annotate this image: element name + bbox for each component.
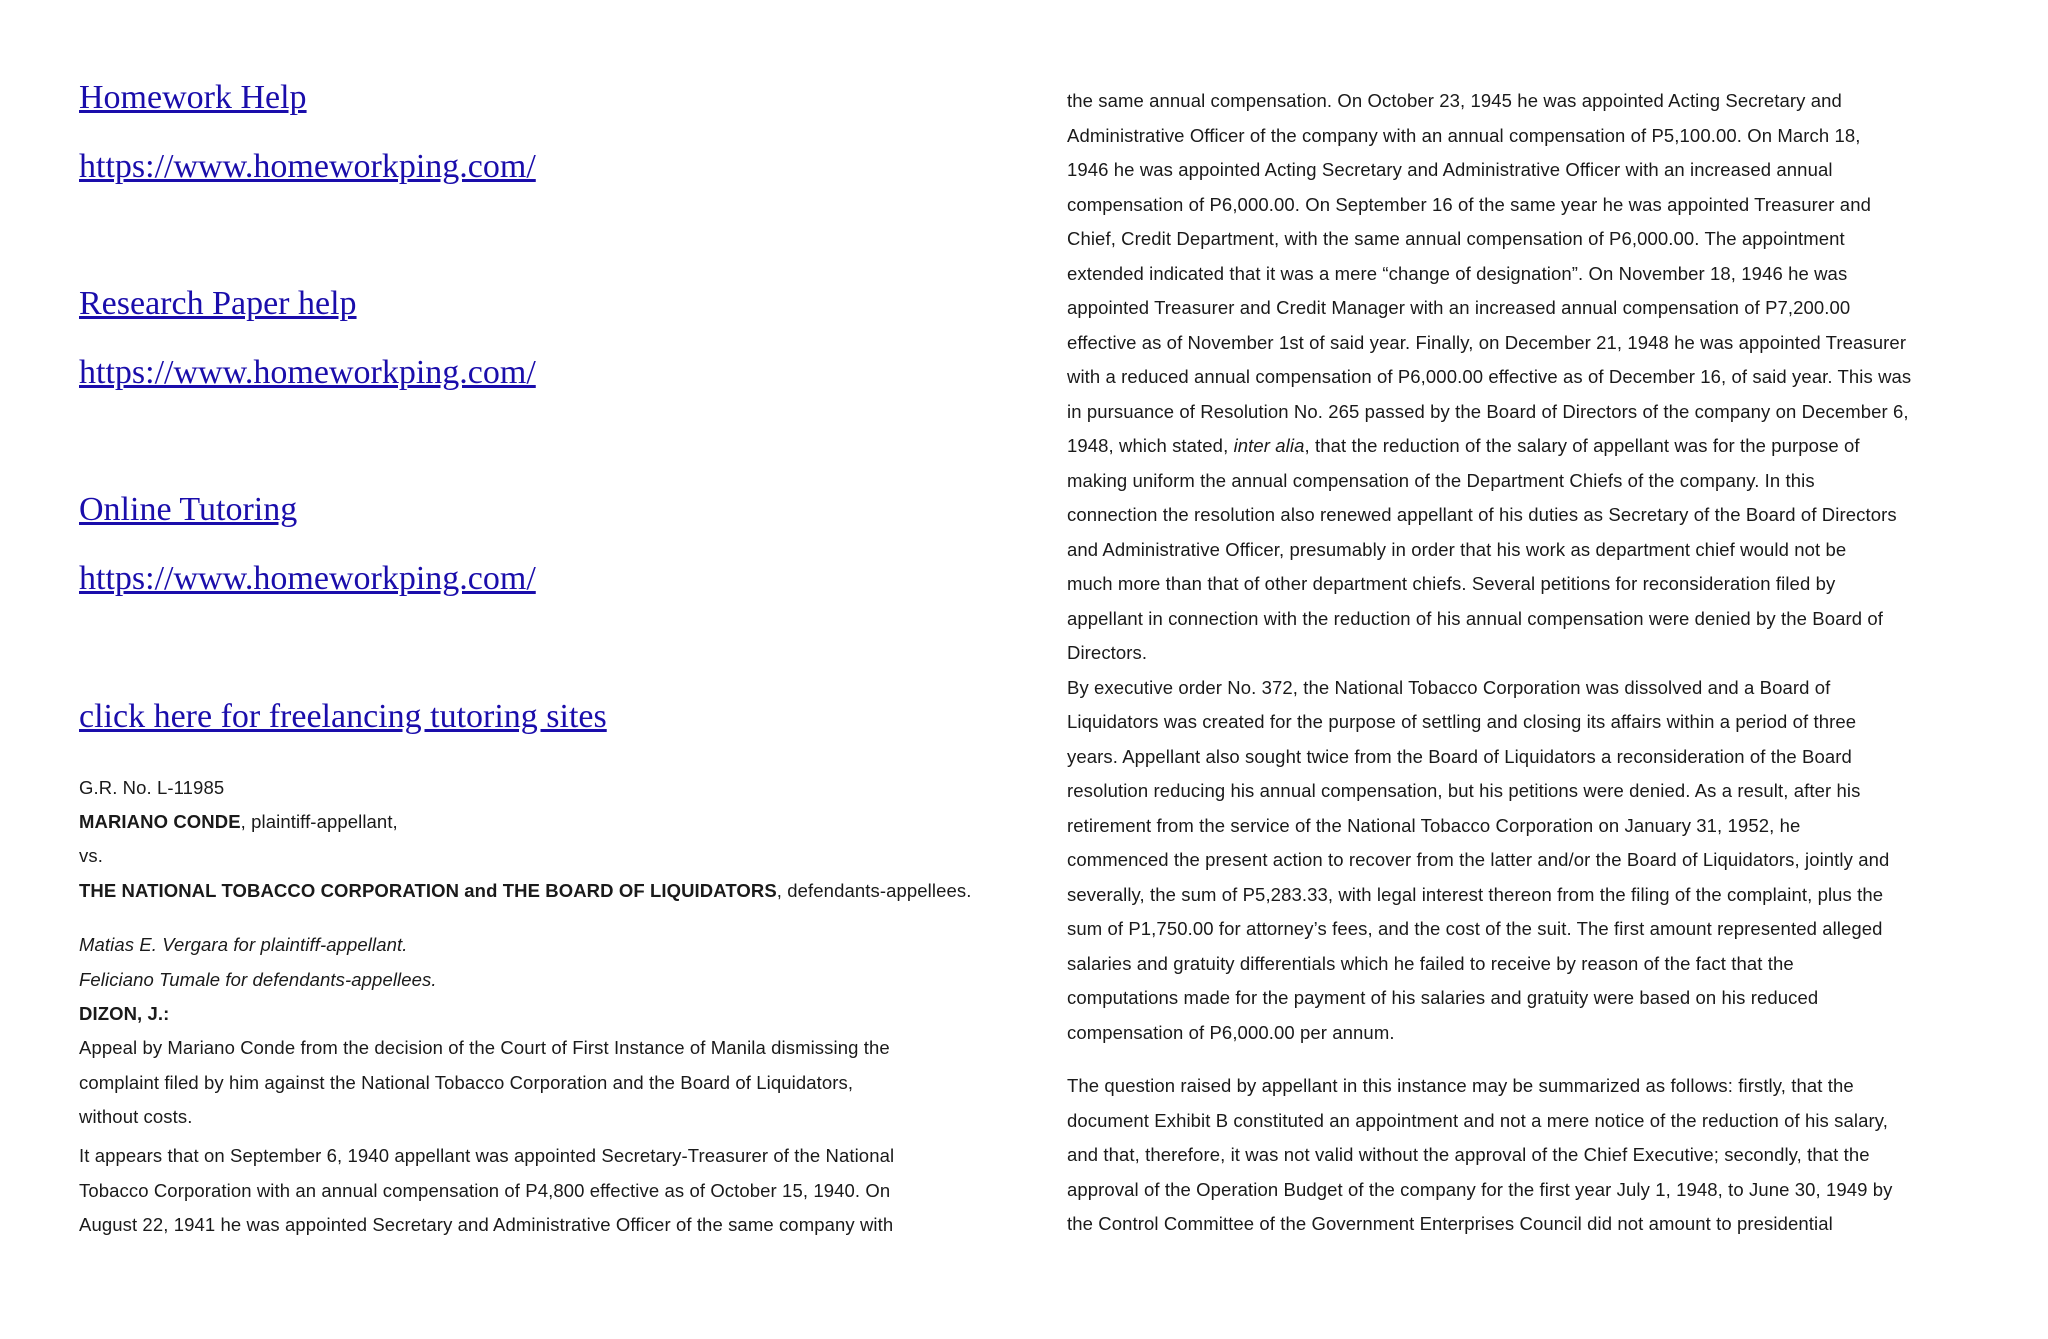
counsel-defendants: Feliciano Tumale for defendants-appellees.: [79, 969, 437, 990]
text-line: without costs.: [79, 1106, 193, 1127]
text-line: appointed Treasurer and Credit Manager with an increased annual compensation of P7,200.00: [1067, 297, 1851, 318]
text-line: effective as of November 1st of said year. Finally, on December 21, 1948 he was appointed Treasurer: [1067, 331, 1907, 353]
text-line: connection the resolution also renewed appellant of his duties as Secretary of the Board of Directors: [1067, 504, 1897, 525]
text-line: retirement from the service of the National Tobacco Corporation on January 31, 1952, he: [1067, 814, 1801, 836]
text-line: and that, therefore, it was not valid without the approval of the Chief Executive; secondly, that the: [1067, 1144, 1870, 1165]
text-line: approval of the Operation Budget of the company for the first year July 1, 1948, to June 30, 1949 by: [1067, 1178, 1893, 1200]
left-paragraph-2: [79, 1139, 894, 1243]
text-line: much more than that of other department chiefs. Several petitions for reconsideration filed by: [1067, 573, 1836, 594]
link-block-homework-help: [79, 78, 536, 187]
defendants-name: THE NATIONAL TOBACCO CORPORATION and THE BOARD OF LIQUIDATORS: [79, 880, 777, 901]
text-line: Tobacco Corporation with an annual compensation of P4,800 effective as of October 15, 1940. On: [79, 1179, 891, 1201]
plaintiff-line: [79, 805, 398, 840]
versus-text: vs.: [79, 845, 103, 866]
link-block-research-paper: [79, 284, 536, 393]
text-line: commenced the present action to recover from the latter and/or the Board of Liquidators, jointly and: [1067, 849, 1890, 870]
freelancing-tutoring-link[interactable]: click here for freelancing tutoring sites: [79, 698, 607, 735]
text-line: Chief, Credit Department, with the same annual compensation of P6,000.00. The appointment: [1067, 228, 1845, 249]
text-line: the Control Committee of the Government Enterprises Council did not amount to presidential: [1067, 1213, 1833, 1234]
text-line: extended indicated that it was a mere “change of designation”. On November 18, 1946 he was: [1067, 262, 1848, 284]
text-line: Administrative Officer of the company with an annual compensation of P5,100.00. On March 18,: [1067, 124, 1861, 146]
homework-help-url-link[interactable]: https://www.homeworkping.com/: [79, 148, 536, 185]
text-line: complaint filed by him against the National Tobacco Corporation and the Board of Liquidators,: [79, 1071, 854, 1093]
text-line: severally, the sum of P5,283.33, with legal interest thereon from the filing of the complaint, plus the: [1067, 883, 1884, 905]
text-line-inter-alia: [1067, 429, 2007, 464]
plaintiff-name: MARIANO CONDE: [79, 811, 241, 832]
plaintiff-role: , plaintiff-appellant,: [240, 811, 398, 832]
text-line: salaries and gratuity differentials which he failed to receive by reason of the fact that the: [1067, 952, 1794, 974]
link-block-online-tutoring: [79, 490, 536, 599]
defendants-role: , defendants-appellees.: [776, 880, 972, 901]
text-line: computations made for the payment of his salaries and gratuity were based on his reduced: [1067, 987, 1819, 1008]
left-paragraph-1: [79, 1031, 890, 1135]
text-line: 1946 he was appointed Acting Secretary and Administrative Officer with an increased annual: [1067, 159, 1833, 180]
online-tutoring-link[interactable]: Online Tutoring: [79, 491, 298, 528]
defendants-line: [79, 874, 971, 909]
text-line: the same annual compensation. On October 23, 1945 he was appointed Acting Secretary and: [1067, 90, 1842, 111]
text-line: document Exhibit B constituted an appointment and not a mere notice of the reduction of his salary,: [1067, 1109, 1888, 1131]
text-line: sum of P1,750.00 for attorney’s fees, and the cost of the suit. The first amount represented alleged: [1067, 918, 1883, 939]
text-line: appellant in connection with the reduction of his annual compensation were denied by the Board of: [1067, 607, 1884, 629]
text-line: and Administrative Officer, presumably in order that his work as department chief would not be: [1067, 538, 1847, 560]
right-paragraph-2: [1067, 1069, 2007, 1242]
inter-alia-post: , that the reduction of the salary of appellant was for the purpose of: [1304, 435, 1860, 456]
inter-alia-text: inter alia: [1233, 435, 1305, 456]
counsel-plaintiff: Matias E. Vergara for plaintiff-appellant.: [79, 934, 408, 955]
text-line: in pursuance of Resolution No. 265 passed by the Board of Directors of the company on December 6,: [1067, 400, 1909, 422]
online-tutoring-url-link[interactable]: https://www.homeworkping.com/: [79, 560, 536, 597]
homework-help-link[interactable]: Homework Help: [79, 79, 307, 116]
text-line: August 22, 1941 he was appointed Secretary and Administrative Officer of the same company with: [79, 1214, 894, 1235]
right-column: [1067, 84, 2007, 1242]
research-paper-help-link[interactable]: Research Paper help: [79, 285, 357, 322]
text-line: Directors.: [1067, 642, 1148, 663]
inter-alia-pre: 1948, which stated,: [1067, 435, 1234, 456]
research-paper-url-link[interactable]: https://www.homeworkping.com/: [79, 354, 536, 391]
text-line: By executive order No. 372, the National Tobacco Corporation was dissolved and a Board of: [1067, 676, 1831, 698]
text-line: with a reduced annual compensation of P6,000.00 effective as of December 16, of said year. This was: [1067, 366, 1912, 387]
text-line: Liquidators was created for the purpose of settling and closing its affairs within a period of three: [1067, 711, 1857, 732]
justice-name: DIZON, J.:: [79, 1003, 170, 1024]
text-line: Appeal by Mariano Conde from the decision of the Court of First Instance of Manila dismissing the: [79, 1037, 890, 1058]
text-line: compensation of P6,000.00. On September 16 of the same year he was appointed Treasurer and: [1067, 193, 1871, 215]
text-line: resolution reducing his annual compensation, but his petitions were denied. As a result, after his: [1067, 780, 1861, 801]
right-paragraph-1: [1067, 84, 2007, 1050]
text-line: years. Appellant also sought twice from the Board of Liquidators a reconsideration of the Board: [1067, 745, 1852, 767]
text-line: compensation of P6,000.00 per annum.: [1067, 1021, 1395, 1043]
case-number: G.R. No. L-11985: [79, 777, 225, 798]
text-line: The question raised by appellant in this instance may be summarized as follows: firstly, that the: [1067, 1075, 1854, 1096]
text-line: It appears that on September 6, 1940 appellant was appointed Secretary-Treasurer of the National: [79, 1145, 895, 1166]
text-line: making uniform the annual compensation of the Department Chiefs of the company. In this: [1067, 469, 1815, 491]
